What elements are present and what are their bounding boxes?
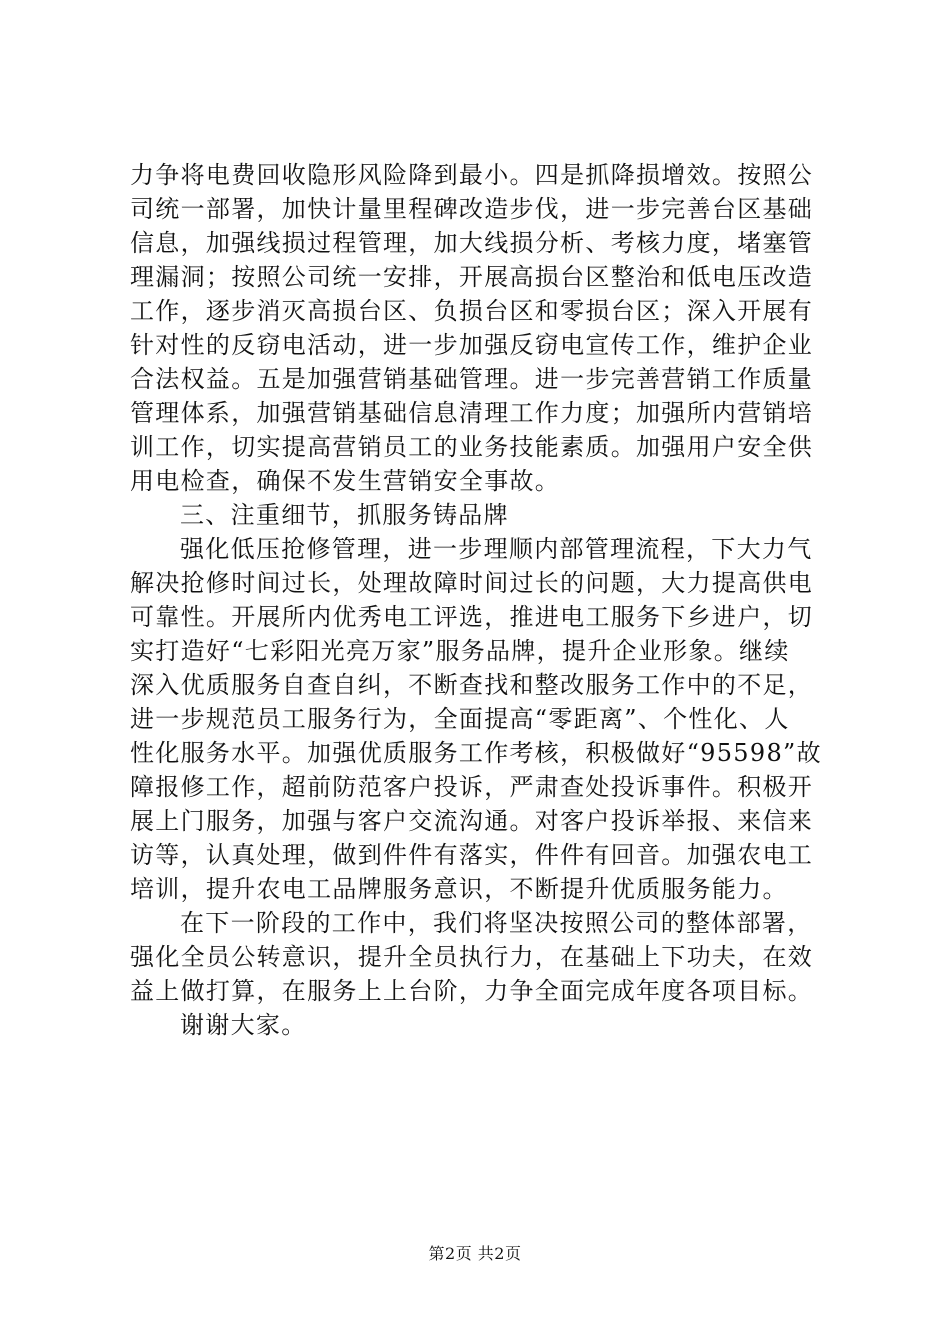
- paragraph-line: 访等，认真处理，做到件件有落实，件件有回音。加强农电工: [130, 841, 814, 869]
- paragraph-line: 训工作，切实提高营销员工的业务技能素质。加强用户安全供: [130, 433, 814, 461]
- paragraph-line: 工作，逐步消灭高损台区、负损台区和零损台区；深入开展有: [130, 297, 814, 325]
- paragraph-line: 益上做打算，在服务上上台阶，力争全面完成年度各项目标。: [130, 977, 814, 1005]
- paragraph-line: 性化服务水平。加强优质服务工作考核，积极做好“95598”故: [130, 739, 822, 767]
- section-heading: 三、注重细节，抓服务铸品牌: [180, 501, 509, 529]
- paragraph-line: 力争将电费回收隐形风险降到最小。四是抓降损增效。按照公: [130, 161, 814, 189]
- paragraph-line: 在下一阶段的工作中，我们将坚决按照公司的整体部署，: [180, 909, 813, 937]
- paragraph-line: 深入优质服务自查自纠，不断查找和整改服务工作中的不足，: [130, 671, 814, 699]
- closing-line: 谢谢大家。: [180, 1011, 307, 1039]
- paragraph-line: 障报修工作，超前防范客户投诉，严肃查处投诉事件。积极开: [130, 773, 814, 801]
- paragraph-line: 管理体系，加强营销基础信息清理工作力度；加强所内营销培: [130, 399, 814, 427]
- page-footer: 第2页 共2页: [428, 1244, 522, 1263]
- paragraph-line: 强化全员公转意识，提升全员执行力，在基础上下功夫，在效: [130, 943, 814, 971]
- paragraph-line: 培训，提升农电工品牌服务意识，不断提升优质服务能力。: [130, 875, 788, 903]
- paragraph-line: 实打造好“七彩阳光亮万家”服务品牌，提升企业形象。继续: [130, 637, 790, 665]
- paragraph-line: 针对性的反窃电活动，进一步加强反窃电宣传工作，维护企业: [130, 331, 814, 359]
- paragraph-line: 可靠性。开展所内优秀电工评选，推进电工服务下乡进户，切: [130, 603, 814, 631]
- paragraph-line: 解决抢修时间过长，处理故障时间过长的问题，大力提高供电: [130, 569, 814, 597]
- paragraph-line: 信息，加强线损过程管理，加大线损分析、考核力度，堵塞管: [130, 229, 814, 257]
- paragraph-line: 合法权益。五是加强营销基础管理。进一步完善营销工作质量: [130, 365, 814, 393]
- paragraph-line: 理漏洞；按照公司统一安排，开展高损台区整治和低电压改造: [130, 263, 814, 291]
- paragraph-line: 强化低压抢修管理，进一步理顺内部管理流程，下大力气: [180, 535, 813, 563]
- paragraph-line: 用电检查，确保不发生营销安全事故。: [130, 467, 561, 495]
- paragraph-line: 展上门服务，加强与客户交流沟通。对客户投诉举报、来信来: [130, 807, 814, 835]
- paragraph-line: 司统一部署，加快计量里程碑改造步伐，进一步完善台区基础: [130, 195, 814, 223]
- document-body: [130, 158, 830, 1042]
- paragraph-line: 进一步规范员工服务行为，全面提高“零距离”、个性化、人: [130, 705, 790, 733]
